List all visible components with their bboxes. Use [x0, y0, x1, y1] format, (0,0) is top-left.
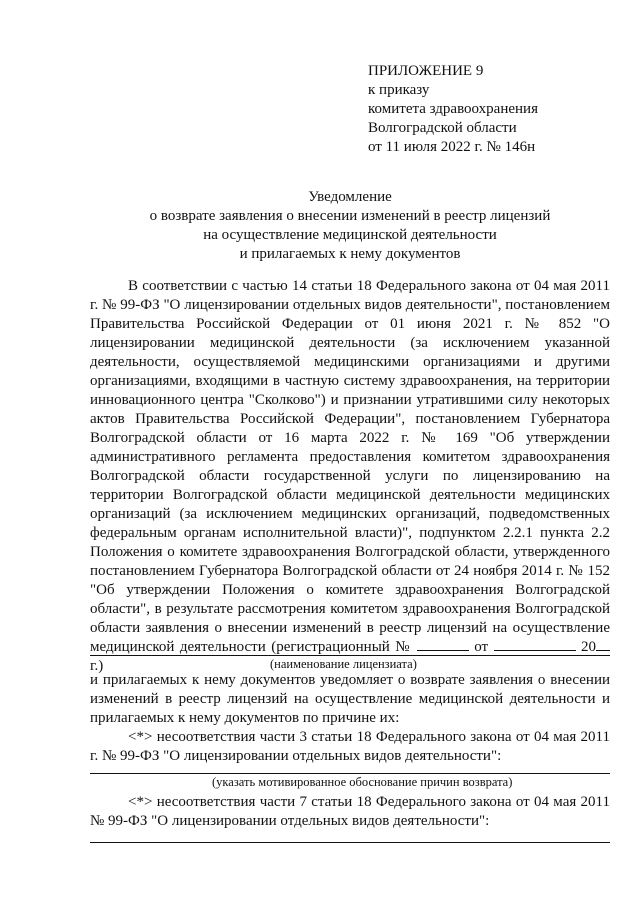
- appendix-committee: комитета здравоохранения: [368, 101, 538, 117]
- year-prefix: 20: [581, 639, 597, 655]
- title-line-2: о возврате заявления о внесении изменений в реестр лицензий: [149, 208, 551, 224]
- main-paragraph-text: В соответствии с частью 14 статьи 18 Федерального закона от 04 мая 2011 г. № 99-ФЗ "О лицензировании отдельных видов деятельности", постановлением Правительства Российской Федерации от 01 июня 2021 г. № 852 "О лицензировании медицинской деятельности (за исключением указанной деятельности, осуществляемой медицинскими организациями и другими организациями, входящими в частную систему здравоохранения, на территории инновационного центра "Сколково") и признании утратившими силу некоторых актов Правительства Российской Федерации", постановлением Губернатора Волгоградской области от 16 марта 2022 г. № 169 "Об утверждении административного регламента предоставления комитетом здравоохранения Волгоградской области государственной услуги по лицензированию на территории Волгоградской области медицинской деятельности медицинских организаций (за исключением медицинских организаций, подведомственных федеральным органам исполнительной власти)", подпунктом 2.2.1 пункта 2.2 Положения о комитете здравоохранения Волгоградской области, утвержденного постановлением Губернатора Волгоградской области от 24 ноября 2014 г. № 152 "Об утверждении Положения о комитете здравоохранения Волгоградской области", в результате рассмотрения комитетом здравоохранения Волгоградской области заявления о внесении изменений в реестр лицензий на осуществление медицинской деятельности: [90, 278, 610, 655]
- title-line-4: и прилагаемых к нему документов: [239, 246, 461, 262]
- year-suffix: г.): [90, 658, 104, 674]
- title-line-1: Уведомление: [308, 189, 392, 205]
- reason-2-line[interactable]: [90, 842, 610, 843]
- licensee-caption: (наименование лицензиата): [270, 657, 417, 671]
- appendix-region: Волгоградской области: [368, 120, 517, 136]
- appendix-order-date: от 11 июля 2022 г. № 146н: [368, 139, 536, 155]
- title-line-3: на осуществление медицинской деятельности: [203, 227, 497, 243]
- registration-date-field[interactable]: [494, 638, 576, 651]
- licensee-name-line[interactable]: [90, 655, 610, 656]
- return-paragraph: [90, 671, 610, 766]
- registration-label: (регистрационный №: [271, 639, 412, 655]
- year-field[interactable]: [596, 638, 610, 651]
- appendix-number: ПРИЛОЖЕНИЕ 9: [368, 63, 484, 79]
- reason-2-text: <*> несоответствия части 7 статьи 18 Федерального закона от 04 мая 2011 № 99-ФЗ "О лицензировании отдельных видов деятельности":: [90, 794, 610, 829]
- reason-2-block: [90, 793, 610, 831]
- reason-justification-line[interactable]: [90, 773, 610, 774]
- registration-number-field[interactable]: [417, 638, 469, 651]
- appendix-order-ref: к приказу: [368, 82, 430, 98]
- reason-1-text: <*> несоответствия части 3 статьи 18 Федерального закона от 04 мая 2011 г. № 99-ФЗ "О лицензировании отдельных видов деятельности":: [90, 729, 610, 764]
- reason-caption: (указать мотивированное обоснование причин возврата): [212, 775, 513, 789]
- document-title: [0, 188, 640, 264]
- return-paragraph-text: и прилагаемых к нему документов уведомляет о возврате заявления о внесении изменений в реестр лицензий на осуществление медицинской деятельности и прилагаемых к нему документов по причине их:: [90, 672, 610, 726]
- main-paragraph: [90, 277, 610, 676]
- appendix-header: [368, 62, 538, 157]
- date-from-label: от: [474, 639, 489, 655]
